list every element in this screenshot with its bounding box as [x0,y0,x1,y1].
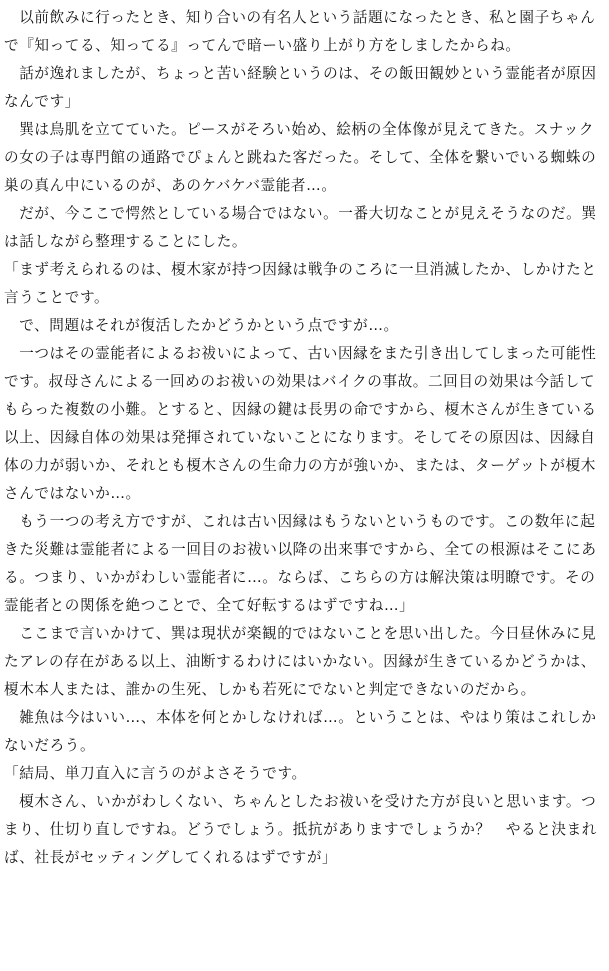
text-line: もらった複数の小難。とすると、因縁の鍵は長男の命ですから、榎木さんが生きている [4,401,597,418]
text-line: です。叔母さんによる一回めのお祓いの効果はバイクの事故。二回目の効果は今話して [4,373,596,390]
text-line: 「まず考えられるのは、榎木家が持つ因縁は戦争のころに一旦消滅したか、しかけたと [4,261,597,278]
text-line: だが、今ここで愕然としている場合ではない。一番大切なことが見えそうなのだ。巽 [4,205,597,222]
text-line: 雑魚は今はいい…、本体を何とかしなければ…。ということは、やはり策はこれしか [4,709,597,726]
text-line: で『知ってる、知ってる』ってんで暗ーい盛り上がり方をしましたからね。 [4,37,521,54]
text-line: ば、社長がセッティングしてくれるはずですが」 [4,849,338,866]
text-line: 巣の真ん中にいるのが、あのケバケバ霊能者…。 [4,177,337,194]
text-line: ここまで言いかけて、巽は現状が楽観的ではないことを思い出した。今日昼休みに見 [4,625,597,642]
text-line: なんです」 [4,93,80,110]
text-line: で、問題はそれが復活したかどうかという点ですが…。 [4,317,399,334]
text-line: 霊能者との関係を絶つことで、全て好転するはずですね…」 [4,597,415,614]
text-line: 榎木さん、いかがわしくない、ちゃんとしたお祓いを受けた方が良いと思います。つ [4,793,597,810]
text-line: 体の力が弱いか、それとも榎木さんの生命力の方が強いか、または、ターゲットが榎木 [4,457,596,474]
text-line: は話しながら整理することにした。 [4,233,248,250]
text-line: きた災難は霊能者による一回目のお祓い以降の出来事ですから、全ての根源はそこにあ [4,541,597,558]
text-line: 言うことです。 [4,289,110,306]
text-line: 「結局、単刀直入に言うのがよさそうです。 [4,765,307,782]
text-line: ないだろう。 [4,737,96,754]
text-line: 一つはその霊能者によるお祓いによって、古い因縁をまた引き出してしまった可能性 [4,345,597,362]
text-line: 話が逸れましたが、ちょっと苦い経験というのは、その飯田観妙という霊能者が原因 [4,65,597,82]
text-line: 以上、因縁自体の効果は発揮されていないことになります。そしてその原因は、因縁自 [4,429,596,446]
text-line: さんではないか…。 [4,485,141,502]
text-line: 榎木本人または、誰かの生死、しかも若死にでないと判定できないのだから。 [4,681,536,698]
text-line: 以前飲みに行ったとき、知り合いの有名人という話題になったとき、私と園子ちゃん [4,9,596,26]
text-line: の女の子は専門館の通路でぴょんと跳ねた客だった。そして、全体を繋いでいる蜘蛛の [4,149,597,166]
text-line: る。つまり、いかがわしい霊能者に…。ならば、こちらの方は解決策は明瞭です。その [4,569,596,586]
text-line: もう一つの考え方ですが、これは古い因縁はもうないというものです。この数年に起 [4,513,596,530]
text-line: まり、仕切り直しですね。どうでしょう。抵抗がありますでしょうか？ やると決まれ [4,821,597,838]
text-line: 巽は鳥肌を立てていた。ピースがそろい始め、絵柄の全体像が見えてきた。スナック [4,121,595,138]
body-text [4,4,605,872]
text-line: たアレの存在がある以上、油断するわけにはいかない。因縁が生きているかどうかは、 [4,653,596,670]
